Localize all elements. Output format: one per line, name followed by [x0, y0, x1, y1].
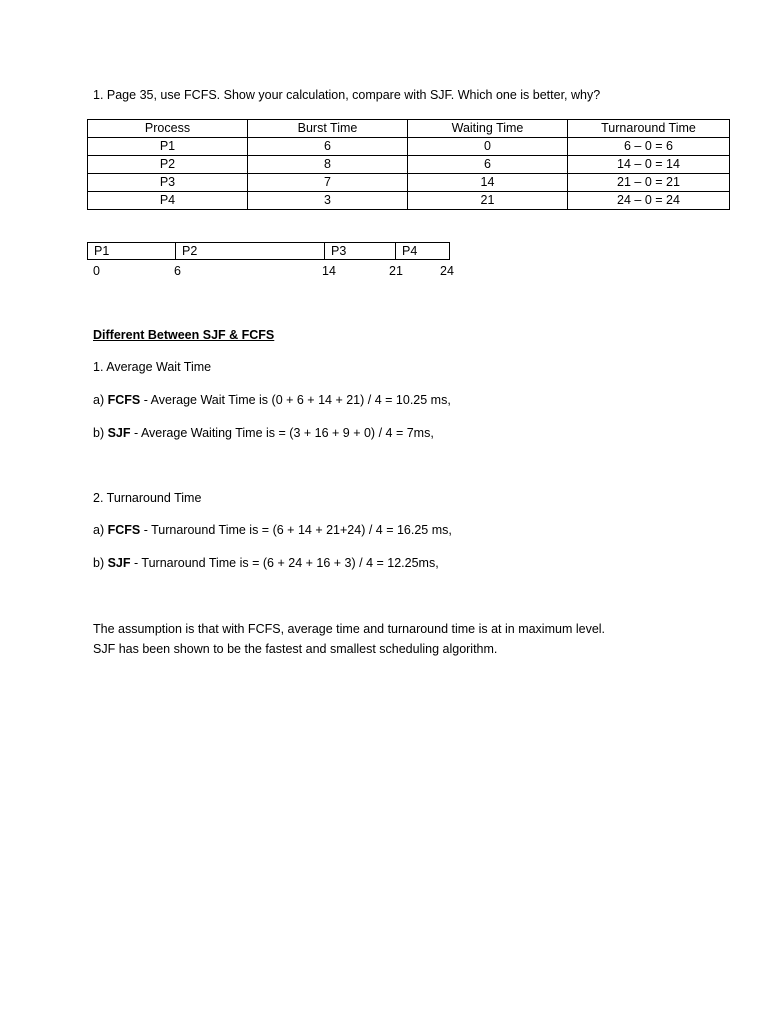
wait-fcfs-line: [93, 393, 451, 407]
turnaround-fcfs-text: - Turnaround Time is = (6 + 14 + 21+24) / 4 = 16.25 ms,: [140, 523, 452, 537]
table-cell: P2: [88, 156, 248, 174]
table-cell: 0: [408, 138, 568, 156]
section-heading: Different Between SJF & FCFS: [93, 328, 275, 342]
header-waiting-time: Waiting Time: [408, 120, 568, 138]
table-row: [88, 156, 730, 174]
table-cell: 6: [248, 138, 408, 156]
turnaround-fcfs-prefix: a): [93, 523, 108, 537]
table-cell: P1: [88, 138, 248, 156]
table-cell: 6: [408, 156, 568, 174]
gantt-tick: 14: [322, 264, 336, 278]
turnaround-fcfs-label: FCFS: [107, 523, 141, 537]
wait-fcfs-label: FCFS: [107, 393, 141, 407]
gantt-tick: 6: [174, 264, 181, 278]
wait-sjf-prefix: b): [93, 426, 108, 440]
table-header-row: [88, 120, 730, 138]
process-table: [87, 119, 730, 210]
table-cell: 6 – 0 = 6: [568, 138, 730, 156]
wait-fcfs-prefix: a): [93, 393, 108, 407]
turnaround-sjf-prefix: b): [93, 556, 108, 570]
gantt-tick: 0: [93, 264, 100, 278]
wait-fcfs-text: - Average Wait Time is (0 + 6 + 14 + 21) / 4 = 10.25 ms,: [140, 393, 451, 407]
turnaround-sjf-label: SJF: [107, 556, 131, 570]
gantt-chart: [87, 242, 450, 260]
table-cell: 3: [248, 192, 408, 210]
table-cell: 21 – 0 = 21: [568, 174, 730, 192]
table-row: [88, 138, 730, 156]
table-cell: 8: [248, 156, 408, 174]
wait-sjf-label: SJF: [107, 426, 131, 440]
table-cell: 14: [408, 174, 568, 192]
turnaround-fcfs-line: [93, 523, 452, 537]
gantt-cell-p4: P4: [402, 244, 418, 258]
gantt-tick: 21: [389, 264, 403, 278]
table-cell: 7: [248, 174, 408, 192]
header-process: Process: [88, 120, 248, 138]
wait-sjf-line: [93, 426, 434, 440]
table-cell: 21: [408, 192, 568, 210]
turnaround-title: 2. Turnaround Time: [93, 491, 202, 505]
table-cell: P3: [88, 174, 248, 192]
table-cell: 24 – 0 = 24: [568, 192, 730, 210]
gantt-cell-p2: P2: [176, 243, 325, 259]
table-row: [88, 192, 730, 210]
header-burst-time: Burst Time: [248, 120, 408, 138]
wait-sjf-text: - Average Waiting Time is = (3 + 16 + 9 + 0) / 4 = 7ms,: [130, 426, 434, 440]
table-cell: 14 – 0 = 14: [568, 156, 730, 174]
gantt-tick: 24: [440, 264, 454, 278]
table-cell: P4: [88, 192, 248, 210]
conclusion-line-1: The assumption is that with FCFS, average time and turnaround time is at in maximum level.: [93, 622, 606, 636]
table-row: [88, 174, 730, 192]
conclusion-line-2: SJF has been shown to be the fastest and smallest scheduling algorithm.: [93, 642, 498, 656]
turnaround-sjf-line: [93, 556, 439, 570]
header-turnaround-time: Turnaround Time: [568, 120, 730, 138]
question-text: 1. Page 35, use FCFS. Show your calculation, compare with SJF. Which one is better, why?: [93, 88, 601, 102]
gantt-cell-p3: P3: [325, 243, 396, 259]
gantt-cell-p1: P1: [88, 243, 176, 259]
wait-title: 1. Average Wait Time: [93, 360, 212, 374]
turnaround-sjf-text: - Turnaround Time is = (6 + 24 + 16 + 3) / 4 = 12.25ms,: [130, 556, 439, 570]
